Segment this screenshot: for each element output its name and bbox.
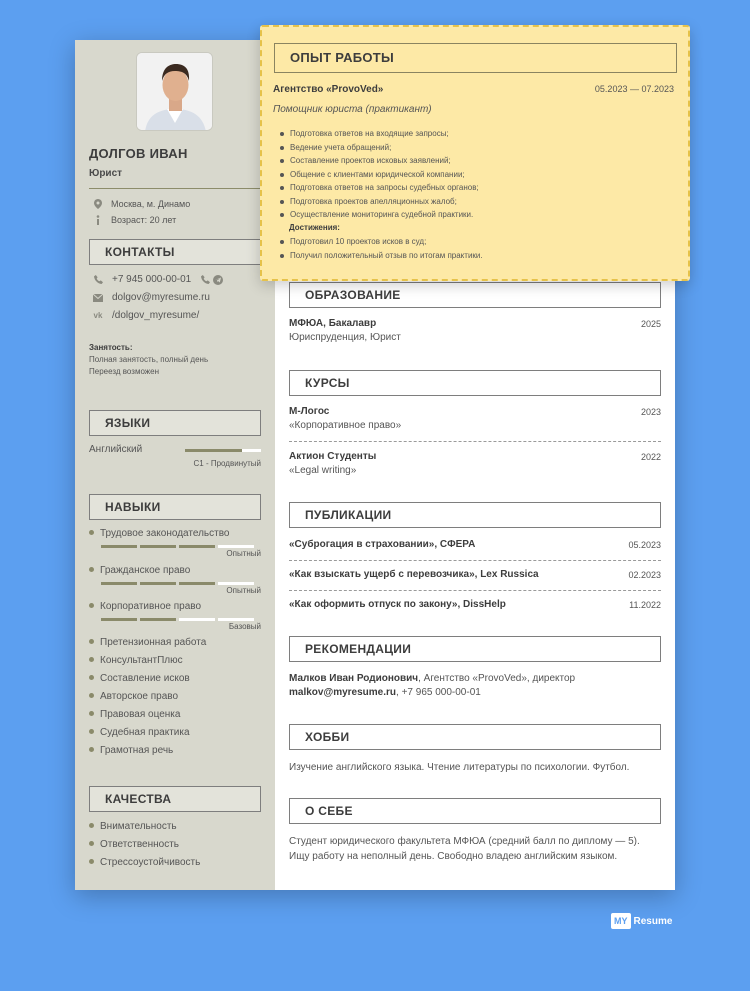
skill-rating-segment (140, 545, 176, 548)
skill-rating (101, 618, 254, 621)
skill-rating-segment (140, 582, 176, 585)
skill-level: Опытный (226, 586, 261, 595)
skill-rating-segment (218, 618, 254, 621)
logo-text: Resume (633, 915, 673, 927)
phone-icon (93, 275, 103, 285)
duty-item: Составление проектов исковых заявлений; (290, 154, 670, 168)
quality-item (89, 857, 261, 868)
duty-item: Ведение учета обращений; (290, 141, 670, 155)
course-year: 2022 (640, 452, 661, 462)
qualities-heading: КАЧЕСТВА (89, 786, 261, 812)
skill-name: Авторское право (100, 691, 179, 702)
profile-photo (136, 52, 213, 131)
courses-heading: КУРСЫ (289, 370, 661, 396)
location-pin-icon (93, 199, 103, 209)
achievements-label: Достижения: (289, 223, 340, 232)
achievements-list (290, 235, 670, 262)
skill-item (89, 528, 261, 558)
bullet-dot (89, 639, 94, 644)
course-name: «Legal writing» (289, 465, 357, 476)
bullet-dot (89, 841, 94, 846)
divider (89, 188, 261, 189)
publication-title: «Как взыскать ущерб с перевозчика», Lex Russica (289, 569, 539, 580)
skill-rating-segment (179, 618, 215, 621)
publication-date: 11.2022 (629, 600, 661, 610)
duty-item: Осуществление мониторинга судебной практики. (290, 208, 670, 222)
achievement-item: Получил положительный отзыв по итогам практики. (290, 249, 670, 263)
skill-name: Составление исков (100, 673, 190, 684)
course-name: «Корпоративное право» (289, 420, 402, 431)
quality-name: Стрессоустойчивость (100, 857, 201, 868)
location-row (93, 199, 190, 209)
telegram-icon[interactable] (213, 275, 223, 285)
skill-rating-segment (140, 618, 176, 621)
skill-rating (101, 545, 254, 548)
dashed-divider (289, 590, 661, 591)
skill-rating-segment (101, 545, 137, 548)
recommendations-heading: РЕКОМЕНДАЦИИ (289, 636, 661, 662)
bullet-dot (89, 657, 94, 662)
skill-rating (101, 582, 254, 585)
phone-text[interactable]: +7 945 000-00-01 (112, 274, 192, 285)
hobby-text: Изучение английского языка. Чтение литературы по психологии. Футбол. (289, 762, 630, 773)
skill-name: Трудовое законодательство (100, 528, 230, 539)
recommender-phone: , +7 965 000-00-01 (396, 687, 481, 698)
quality-name: Ответственность (100, 839, 179, 850)
education-heading: ОБРАЗОВАНИЕ (289, 282, 661, 308)
info-icon (93, 215, 103, 225)
publications-heading: ПУБЛИКАЦИИ (289, 502, 661, 528)
employment-value: Полная занятость, полный день (89, 355, 209, 364)
skill-name: Судебная практика (100, 727, 190, 738)
skill-item (89, 709, 261, 720)
skill-rating-segment (218, 545, 254, 548)
recommender-name: Малков Иван Родионович (289, 673, 419, 684)
bullet-dot (89, 530, 94, 535)
phone-row (93, 274, 223, 285)
quality-item (89, 821, 261, 832)
education-school: МФЮА, Бакалавр (289, 318, 377, 329)
course-year: 2023 (640, 407, 661, 417)
skill-name: Правовая оценка (100, 709, 181, 720)
hobby-heading: ХОББИ (289, 724, 661, 750)
vk-link[interactable]: /dolgov_myresume/ (112, 310, 200, 321)
skill-item (89, 601, 261, 631)
course-org: Актион Студенты (289, 451, 377, 462)
skills-heading: НАВЫКИ (89, 494, 261, 520)
skill-item (89, 565, 261, 595)
candidate-role: Юрист (89, 168, 123, 179)
bullet-dot (89, 859, 94, 864)
duty-item: Подготовка проектов апелляционных жалоб; (290, 195, 670, 209)
experience-dates: 05.2023 — 07.2023 (594, 84, 674, 94)
contacts-heading: КОНТАКТЫ (89, 239, 261, 265)
bullet-dot (89, 711, 94, 716)
skill-item (89, 727, 261, 738)
viber-icon[interactable] (200, 275, 210, 285)
myresume-logo (611, 913, 672, 929)
recommender-details: , Агентство «ProvoVed», директор (418, 673, 576, 684)
experience-position: Помощник юриста (практикант) (273, 104, 432, 115)
skill-item (89, 637, 261, 648)
education-field: Юриспруденция, Юрист (289, 332, 401, 343)
bullet-dot (89, 747, 94, 752)
skill-name: Претензионная работа (100, 637, 207, 648)
candidate-name: ДОЛГОВ ИВАН (89, 146, 188, 161)
experience-highlight-card[interactable] (260, 25, 690, 281)
experience-heading: ОПЫТ РАБОТЫ (274, 43, 677, 73)
dashed-divider (289, 560, 661, 561)
skill-item (89, 745, 261, 756)
relocation-text: Переезд возможен (89, 367, 160, 376)
skill-rating-segment (179, 545, 215, 548)
sidebar (75, 40, 275, 890)
email-row (93, 292, 210, 303)
achievement-item: Подготовил 10 проектов исков в суд; (290, 235, 670, 249)
skill-rating-segment (101, 582, 137, 585)
recommendation-line (289, 673, 661, 684)
duty-item: Общение с клиентами юридической компании; (290, 168, 670, 182)
quality-name: Внимательность (100, 821, 177, 832)
publication-title: «Как оформить отпуск по закону», DissHelp (289, 599, 506, 610)
publication-title: «Суброгация в страховании», СФЕРА (289, 539, 476, 550)
publication-date: 02.2023 (628, 570, 661, 580)
email-link[interactable]: dolgov@myresume.ru (112, 292, 210, 303)
logo-box: MY (611, 913, 631, 929)
quality-item (89, 839, 261, 850)
bullet-dot (89, 693, 94, 698)
publication-date: 05.2023 (628, 540, 661, 550)
skill-rating-segment (179, 582, 215, 585)
recommender-email[interactable]: malkov@myresume.ru (289, 687, 397, 698)
recommendation-contacts (289, 687, 661, 698)
skill-rating-segment (218, 582, 254, 585)
experience-company: Агентство «ProvoVed» (273, 84, 384, 95)
bullet-dot (89, 603, 94, 608)
skill-item (89, 691, 261, 702)
about-heading: О СЕБЕ (289, 798, 661, 824)
duty-item: Подготовка ответов на входящие запросы; (290, 127, 670, 141)
age-row (93, 215, 176, 225)
dashed-divider (289, 441, 661, 442)
duties-list (290, 127, 670, 222)
languages-heading: ЯЗЫКИ (89, 410, 261, 436)
skill-item (89, 673, 261, 684)
course-org: М-Логос (289, 406, 330, 417)
skill-item (89, 655, 261, 666)
skill-name: Корпоративное право (100, 601, 202, 612)
skill-level: Базовый (228, 622, 261, 631)
vk-row (93, 310, 199, 321)
skill-name: Гражданское право (100, 565, 191, 576)
vk-icon: vk (93, 311, 103, 320)
language-level-fill (185, 449, 242, 452)
language-level-text: C1 - Продвинутый (193, 459, 261, 468)
skill-name: Грамотная речь (100, 745, 174, 756)
age-text: Возраст: 20 лет (111, 215, 177, 225)
bullet-dot (89, 823, 94, 828)
duty-item: Подготовка ответов на запросы судебных органов; (290, 181, 670, 195)
bullet-dot (89, 729, 94, 734)
email-icon (93, 293, 103, 303)
skill-level: Опытный (226, 549, 261, 558)
bullet-dot (89, 567, 94, 572)
bullet-dot (89, 675, 94, 680)
education-year: 2025 (640, 319, 661, 329)
skill-name: КонсультантПлюс (100, 655, 183, 666)
language-name: Английский (89, 444, 143, 455)
language-level-bar (185, 449, 261, 452)
skill-rating-segment (101, 618, 137, 621)
language-item (89, 444, 261, 468)
employment-label: Занятость: (89, 343, 133, 352)
about-text: Студент юридического факультета МФЮА (средний балл по диплому — 5). Ищу работу на неполный день. Свободно владею английским языком. (289, 836, 640, 862)
location-text: Москва, м. Динамо (111, 199, 191, 209)
